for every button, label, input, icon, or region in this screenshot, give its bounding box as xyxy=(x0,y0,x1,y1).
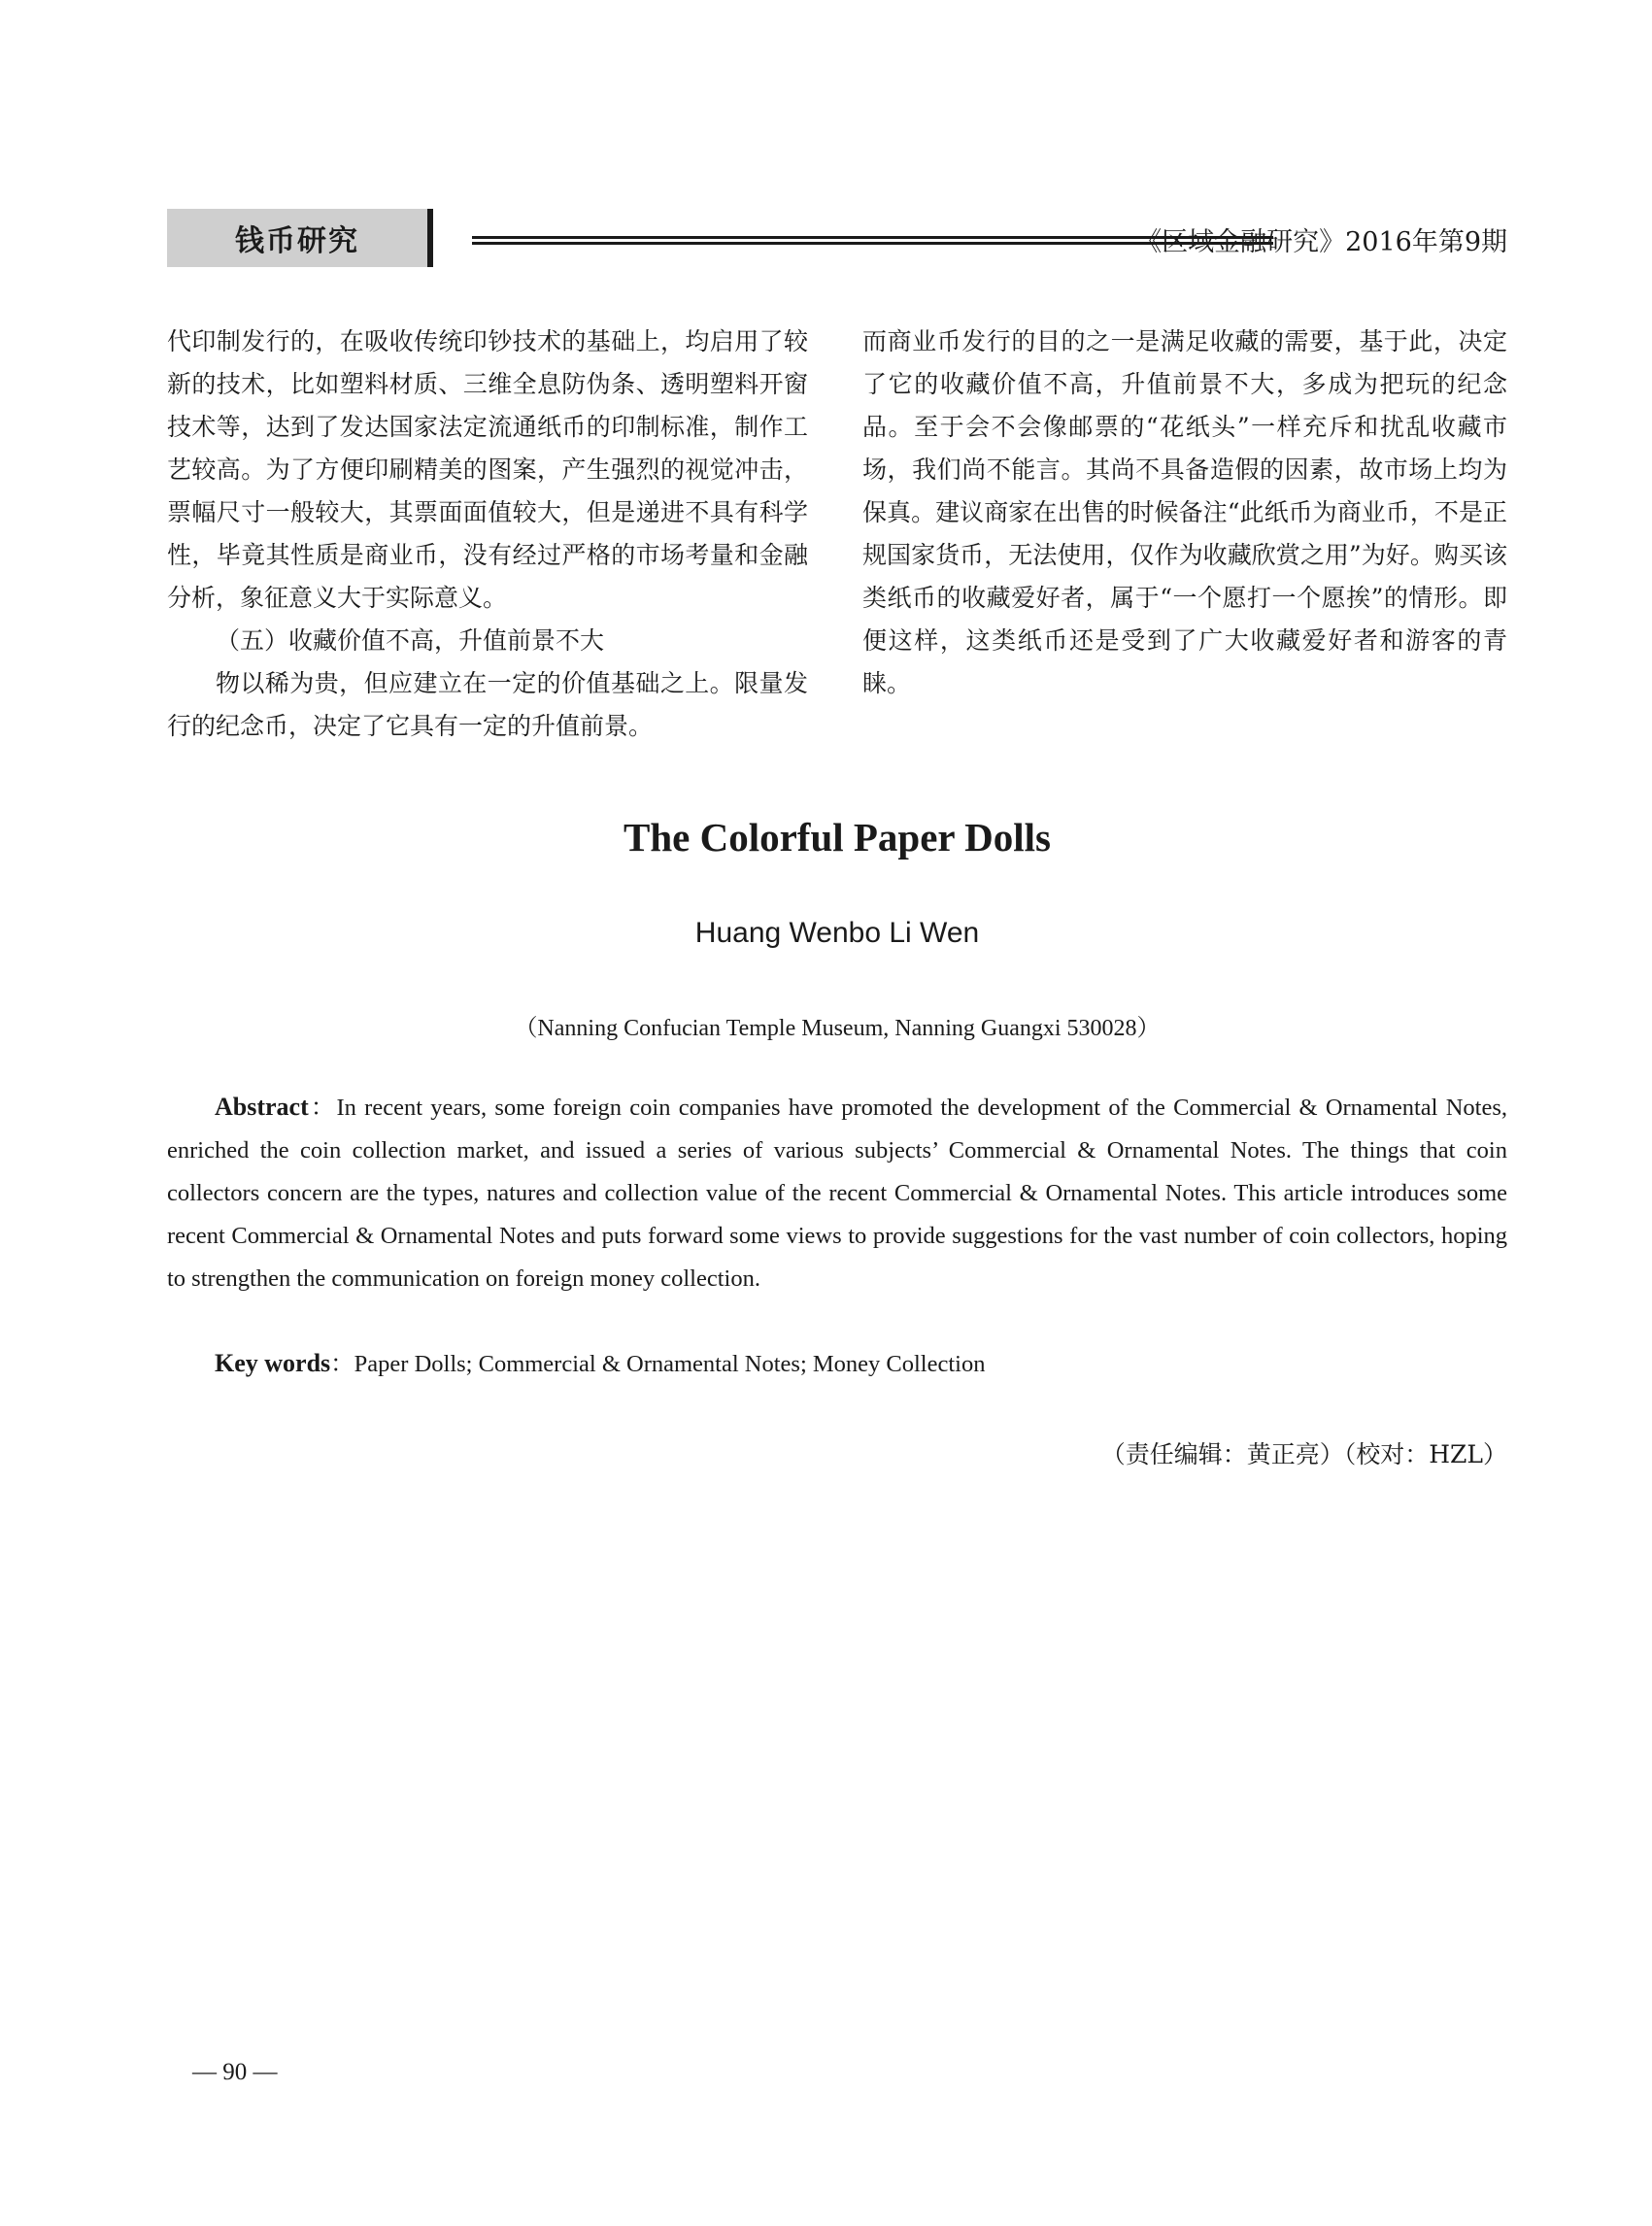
keywords-label: Key words xyxy=(215,1349,331,1377)
page-header xyxy=(167,209,1507,269)
editor-note: （责任编辑：黄正亮）（校对：HZL） xyxy=(1100,1440,1507,1468)
english-title: The Colorful Paper Dolls xyxy=(624,815,1051,860)
english-affiliation: （Nanning Confucian Temple Museum, Nanning Guangxi 530028） xyxy=(514,1016,1161,1041)
right-paragraph-1: 而商业币发行的目的之一是满足收藏的需要，基于此，决定了它的收藏价值不高，升值前景不大，多成为把玩的纪念品。至于会不会像邮票的“花纸头”一样充斥和扰乱收藏市场，我们尚不能言。其尚不具备造假的因素，故市场上均为保真。建议商家在出售的时候备注“此纸币为商业币，不是正规国家货币，无法使用，仅作为收藏欣赏之用”为好。购买该类纸币的收藏爱好者，属于“一个愿打一个愿挨”的情形。即便这样，这类纸币还是受到了广大收藏爱好者和游客的青睐。 xyxy=(862,327,1507,697)
section-subheading: （五）收藏价值不高，升值前景不大 xyxy=(216,626,605,655)
english-authors: Huang Wenbo Li Wen xyxy=(694,917,980,949)
left-paragraph-2: 物以稀为贵，但应建立在一定的价值基础之上。限量发行的纪念币，决定了它具有一定的升值前景。 xyxy=(167,669,808,740)
left-column xyxy=(167,320,808,748)
journal-title: 《区域金融研究》2016年第9期 xyxy=(1135,227,1507,257)
abstract-label: Abstract xyxy=(215,1093,309,1121)
english-abstract xyxy=(167,1086,1507,1300)
keywords-separator: ： xyxy=(330,1351,354,1377)
section-label: 钱币研究 xyxy=(167,209,433,267)
keywords-text: Paper Dolls; Commercial & Ornamental Notes; Money Collection xyxy=(354,1351,986,1377)
english-keywords xyxy=(167,1342,1507,1386)
abstract-separator: ： xyxy=(308,1095,337,1121)
left-paragraph-1: 代印制发行的，在吸收传统印钞技术的基础上，均启用了较新的技术，比如塑料材质、三维全息防伪条、透明塑料开窗技术等，达到了发达国家法定流通纸币的印制标准，制作工艺较高。为了方便印刷精美的图案，产生强烈的视觉冲击，票幅尺寸一般较大，其票面面值较大，但是递进不具有科学性，毕竟其性质是商业币，没有经过严格的市场考量和金融分析，象征意义大于实际意义。 xyxy=(167,327,808,612)
right-column xyxy=(862,320,1507,705)
abstract-text: In recent years, some foreign coin companies have promoted the development of the Commercial & Ornamental Notes, enriched the coin collection market, and issued a series of various subjects’ Commercial & Ornamental Notes. The things that coin collectors concern are the types, natures and collection value of the recent Commercial & Ornamental Notes. This article introduces some recent Commercial & Ornamental Notes and puts forward some views to provide suggestions for the vast number of coin collectors, hoping to strengthen the communication on foreign money collection. xyxy=(167,1095,1507,1292)
page-number: — 90 — xyxy=(192,2059,278,2085)
